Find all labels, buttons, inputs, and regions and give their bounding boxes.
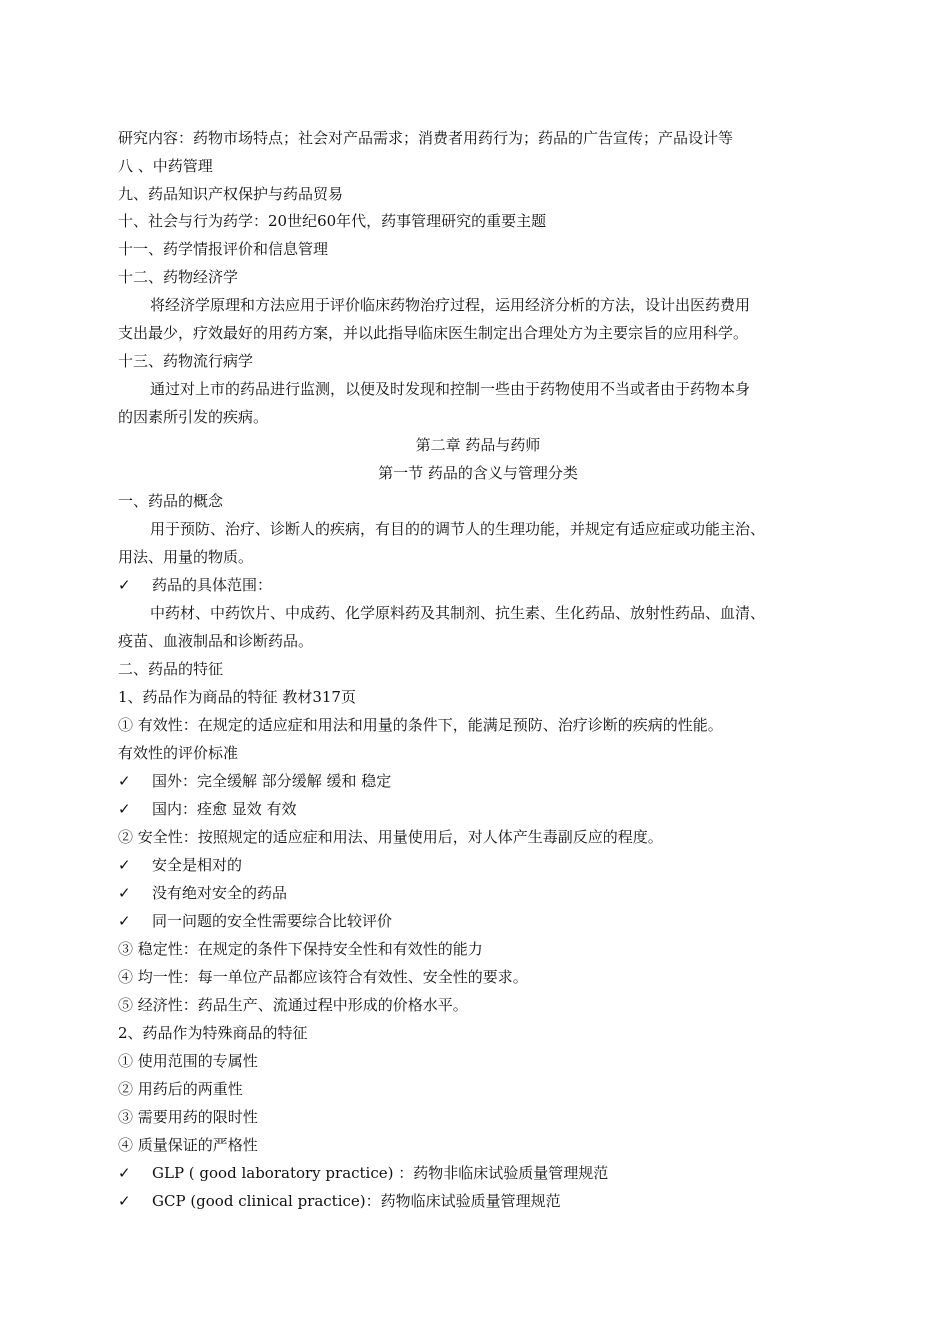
- bullet-item: ✓ 药品的具体范围：: [118, 576, 273, 594]
- checkmark-icon: ✓: [118, 1164, 131, 1182]
- epidemiology-paragraph-line-2: 的因素所引发的疾病。: [118, 408, 269, 426]
- economy-line: ⑤ 经济性：药品生产、流通过程中形成的价格水平。: [118, 996, 468, 1014]
- section-title: 第一节 药品的含义与管理分类: [378, 464, 578, 482]
- checkmark-icon: ✓: [118, 1192, 131, 1210]
- uniformity-line: ④ 均一性：每一单位产品都应该符合有效性、安全性的要求。: [118, 968, 528, 986]
- checkmark-icon: ✓: [118, 884, 131, 902]
- bullet-item: ✓ 同一问题的安全性需要综合比较评价: [118, 912, 393, 930]
- checkmark-icon: ✓: [118, 772, 131, 790]
- safety-line: ② 安全性：按照规定的适应症和用法、用量使用后，对人体产生毒副反应的程度。: [118, 828, 663, 846]
- section-12-heading: 十二、药物经济学: [118, 268, 239, 286]
- drug-concept-heading: 一、药品的概念: [118, 492, 224, 510]
- checkmark-icon: ✓: [118, 856, 131, 874]
- checkmark-icon: ✓: [118, 576, 131, 594]
- commodity-features-heading: 1、药品作为商品的特征 教材317页: [118, 688, 356, 706]
- section-9-heading: 九、药品知识产权保护与药品贸易: [118, 185, 344, 203]
- drug-scope-line-2: 疫苗、血液制品和诊断药品。: [118, 632, 314, 650]
- bullet-item: ✓ 没有绝对安全的药品: [118, 884, 288, 902]
- bullet-item: ✓ GCP (good clinical practice)：药物临床试验质量管理规范: [118, 1192, 561, 1210]
- section-8-heading: 八 、中药管理: [118, 157, 213, 175]
- checkmark-icon: ✓: [118, 912, 131, 930]
- special-feature-3: ③ 需要用药的限时性: [118, 1108, 258, 1126]
- special-commodity-heading: 2、药品作为特殊商品的特征: [118, 1024, 308, 1042]
- bullet-item: ✓ 国外：完全缓解 部分缓解 缓和 稳定: [118, 772, 392, 790]
- drug-features-heading: 二、药品的特征: [118, 660, 224, 678]
- epidemiology-paragraph-line-1: 通过对上市的药品进行监测，以便及时发现和控制一些由于药物使用不当或者由于药物本身: [150, 380, 751, 398]
- drug-definition-line-2: 用法、用量的物质。: [118, 548, 254, 566]
- effectiveness-line: ① 有效性：在规定的适应症和用法和用量的条件下，能满足预防、治疗诊断的疾病的性能。: [118, 716, 723, 734]
- special-feature-4: ④ 质量保证的严格性: [118, 1136, 258, 1154]
- effectiveness-criteria-heading: 有效性的评价标准: [118, 744, 239, 762]
- stability-line: ③ 稳定性：在规定的条件下保持安全性和有效性的能力: [118, 940, 483, 958]
- bullet-item: ✓ GLP ( good laboratory practice) ：药物非临床试验质量管理规范: [118, 1164, 609, 1182]
- pharmacoeconomics-paragraph-line-1: 将经济学原理和方法应用于评价临床药物治疗过程，运用经济分析的方法，设计出医药费用: [150, 296, 751, 314]
- pharmacoeconomics-paragraph-line-2: 支出最少，疗效最好的用药方案，并以此指导临床医生制定出合理处方为主要宗旨的应用科学。: [118, 324, 749, 342]
- special-feature-1: ① 使用范围的专属性: [118, 1052, 258, 1070]
- research-content-line: 研究内容：药物市场特点；社会对产品需求；消费者用药行为；药品的广告宣传；产品设计等: [118, 129, 734, 147]
- special-feature-2: ② 用药后的两重性: [118, 1080, 243, 1098]
- drug-definition-line-1: 用于预防、治疗、诊断人的疾病，有目的的调节人的生理功能，并规定有适应症或功能主治、: [150, 520, 766, 538]
- checkmark-icon: ✓: [118, 800, 131, 818]
- section-10-heading: 十、社会与行为药学：20世纪60年代，药事管理研究的重要主题: [118, 212, 547, 230]
- section-13-heading: 十三、药物流行病学: [118, 352, 254, 370]
- drug-scope-line-1: 中药材、中药饮片、中成药、化学原料药及其制剂、抗生素、生化药品、放射性药品、血清、: [150, 604, 766, 622]
- section-11-heading: 十一、药学情报评价和信息管理: [118, 240, 329, 258]
- bullet-item: ✓ 国内：痊愈 显效 有效: [118, 800, 297, 818]
- bullet-item: ✓ 安全是相对的: [118, 856, 243, 874]
- chapter-title: 第二章 药品与药师: [415, 436, 541, 454]
